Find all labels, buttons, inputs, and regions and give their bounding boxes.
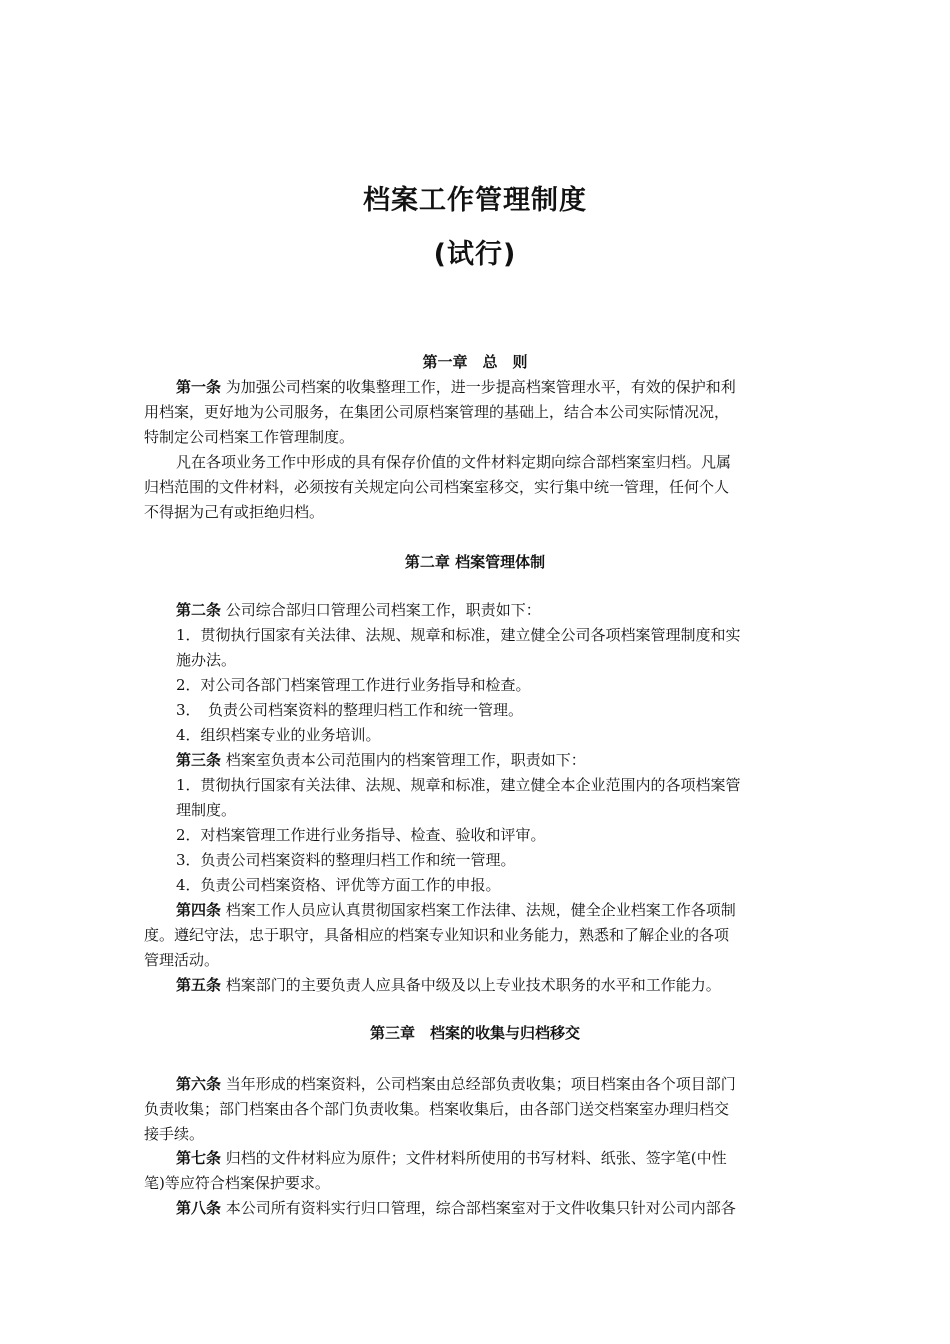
chapter-2-heading: 第二章 档案管理体制 bbox=[404, 553, 546, 571]
article-2-item: 施办法。 bbox=[176, 651, 237, 669]
paragraph-filing-line-2: 归档范围的文件材料，必须按有关规定向公司档案室移交，实行集中统一管理，任何个人 bbox=[144, 478, 730, 496]
article-4-line-2: 度。遵纪守法，忠于职守，具备相应的档案专业知识和业务能力，熟悉和了解企业的各项 bbox=[144, 926, 730, 944]
article-1-label: 第一条 bbox=[176, 378, 222, 396]
article-2 bbox=[176, 598, 541, 623]
article-3-text: 档案室负责本公司范围内的档案管理工作，职责如下： bbox=[225, 751, 586, 769]
article-5 bbox=[176, 973, 721, 998]
article-4 bbox=[176, 898, 736, 923]
article-3-item: 4．负责公司档案资格、评优等方面工作的申报。 bbox=[176, 876, 501, 894]
chapter-3-heading: 第三章 档案的收集与归档移交 bbox=[369, 1024, 580, 1042]
article-6 bbox=[176, 1072, 736, 1097]
chapter-1-heading: 第一章 总 则 bbox=[422, 353, 528, 371]
article-4-line-1: 档案工作人员应认真贯彻国家档案工作法律、法规，健全企业档案工作各项制 bbox=[225, 901, 736, 919]
article-2-item: 2．对公司各部门档案管理工作进行业务指导和检查。 bbox=[176, 676, 531, 694]
article-2-item: 1．贯彻执行国家有关法律、法规、规章和标准，建立健全公司各项档案管理制度和实 bbox=[176, 626, 741, 644]
article-7-label: 第七条 bbox=[176, 1149, 222, 1167]
article-6-line-1: 当年形成的档案资料，公司档案由总经部负责收集；项目档案由各个项目部门 bbox=[225, 1075, 736, 1093]
article-1-line-3: 特制定公司档案工作管理制度。 bbox=[144, 428, 355, 446]
article-7 bbox=[176, 1146, 727, 1171]
article-2-item: 3． 负责公司档案资料的整理归档工作和统一管理。 bbox=[176, 701, 524, 719]
article-4-line-3: 管理活动。 bbox=[144, 951, 220, 969]
article-6-line-3: 接手续。 bbox=[144, 1125, 205, 1143]
article-4-label: 第四条 bbox=[176, 901, 222, 919]
article-6-label: 第六条 bbox=[176, 1075, 222, 1093]
article-8 bbox=[176, 1196, 736, 1221]
article-3-item: 3．负责公司档案资料的整理归档工作和统一管理。 bbox=[176, 851, 516, 869]
article-3-item: 理制度。 bbox=[176, 801, 237, 819]
article-1 bbox=[176, 375, 736, 400]
article-5-label: 第五条 bbox=[176, 976, 222, 994]
article-2-text: 公司综合部归口管理公司档案工作，职责如下： bbox=[225, 601, 541, 619]
article-3-label: 第三条 bbox=[176, 751, 222, 769]
article-3-item: 1．贯彻执行国家有关法律、法规、规章和标准，建立健全本企业范围内的各项档案管 bbox=[176, 776, 741, 794]
article-8-line-1: 本公司所有资料实行归口管理，综合部档案室对于文件收集只针对公司内部各 bbox=[225, 1199, 736, 1217]
document-subtitle: (试行) bbox=[433, 239, 517, 270]
article-5-text: 档案部门的主要负责人应具备中级及以上专业技术职务的水平和工作能力。 bbox=[225, 976, 721, 994]
article-7-line-2: 笔)等应符合档案保护要求。 bbox=[144, 1174, 330, 1192]
article-2-label: 第二条 bbox=[176, 601, 222, 619]
article-3-item: 2．对档案管理工作进行业务指导、检查、验收和评审。 bbox=[176, 826, 546, 844]
article-8-label: 第八条 bbox=[176, 1199, 222, 1217]
paragraph-filing-line-1: 凡在各项业务工作中形成的具有保存价值的文件材料定期向综合部档案室归档。凡属 bbox=[176, 453, 732, 471]
article-2-item: 4．组织档案专业的业务培训。 bbox=[176, 726, 381, 744]
article-6-line-2: 负责收集；部门档案由各个部门负责收集。档案收集后，由各部门送交档案室办理归档交 bbox=[144, 1100, 730, 1118]
article-7-line-1: 归档的文件材料应为原件；文件材料所使用的书写材料、纸张、签字笔(中性 bbox=[225, 1149, 727, 1167]
article-1-line-1: 为加强公司档案的收集整理工作，进一步提高档案管理水平，有效的保护和利 bbox=[225, 378, 736, 396]
document-title: 档案工作管理制度 bbox=[363, 185, 587, 216]
paragraph-filing-line-3: 不得据为己有或拒绝归档。 bbox=[144, 503, 325, 521]
article-1-line-2: 用档案，更好地为公司服务，在集团公司原档案管理的基础上，结合本公司实际情况况， bbox=[144, 403, 730, 421]
article-3 bbox=[176, 748, 586, 773]
